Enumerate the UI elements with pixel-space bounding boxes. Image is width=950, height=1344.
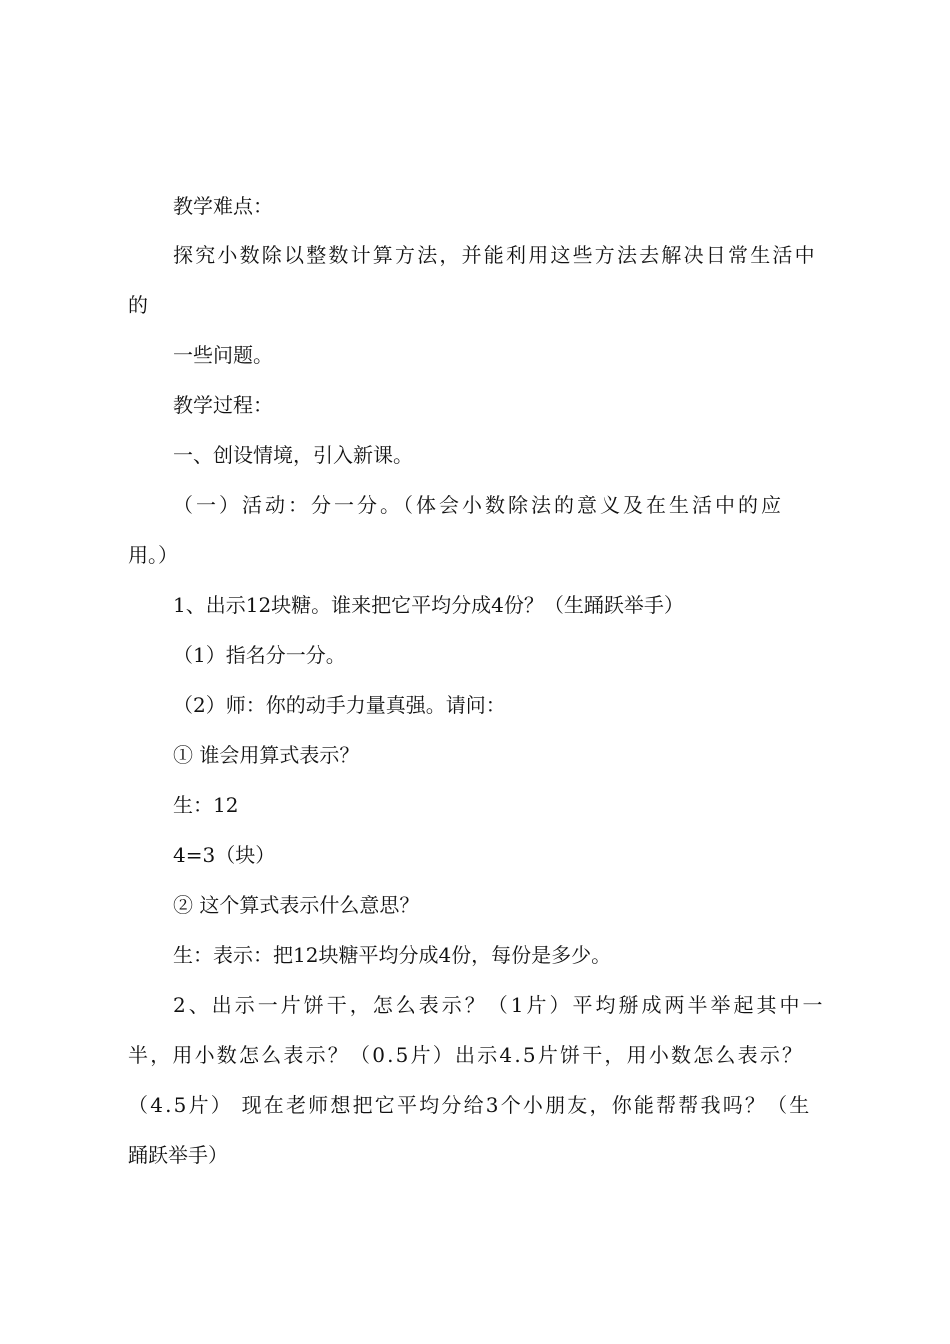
paragraph-line: 的 — [128, 293, 148, 317]
paragraph-line: 一些问题。 — [173, 343, 273, 367]
section-heading: 一、创设情境，引入新课。 — [173, 443, 413, 467]
list-item: ① 谁会用算式表示？ — [173, 743, 360, 767]
paragraph-line: 4=3（块） — [173, 843, 276, 867]
paragraph-line: 用。） — [128, 543, 178, 567]
paragraph-line: 半，用小数怎么表示？（0.5片）出示4.5片饼干，用小数怎么表示？ — [128, 1043, 805, 1067]
paragraph-line: （一）活动：分一分。（体会小数除法的意义及在生活中的应 — [173, 493, 784, 517]
list-item: （2）师：你的动手力量真强。请问： — [173, 693, 506, 717]
heading-teaching-process: 教学过程： — [173, 393, 273, 417]
list-item: ② 这个算式表示什么意思？ — [173, 893, 420, 917]
paragraph-line: 探究小数除以整数计算方法，并能利用这些方法去解决日常生活中 — [173, 243, 817, 267]
paragraph-line: 2、出示一片饼干，怎么表示？（1片）平均掰成两半举起其中一 — [173, 993, 826, 1017]
paragraph-line: 生：表示：把12块糖平均分成4份，每份是多少。 — [173, 943, 612, 967]
list-item: 1、出示12块糖。谁来把它平均分成4份？（生踊跃举手） — [173, 593, 684, 617]
paragraph-line: 生：12 — [173, 793, 239, 817]
list-item: （1）指名分一分。 — [173, 643, 346, 667]
heading-teaching-difficulty: 教学难点： — [173, 194, 273, 218]
paragraph-line: （4.5片） 现在老师想把它平均分给3个小朋友，你能帮帮我吗？（生 — [128, 1093, 812, 1117]
paragraph-line: 踊跃举手） — [128, 1143, 228, 1167]
